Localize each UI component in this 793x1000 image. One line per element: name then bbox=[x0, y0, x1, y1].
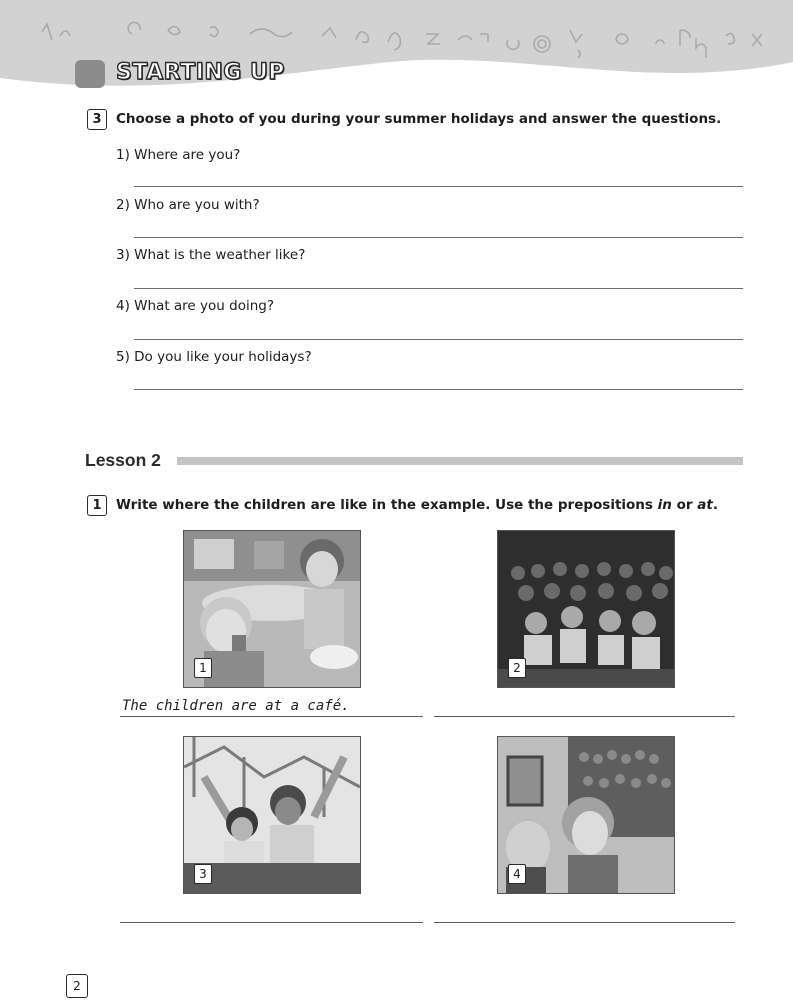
question-3: 3) What is the weather like? bbox=[116, 247, 306, 263]
exercise-3-instruction: Choose a photo of you during your summer holidays and answer the questions. bbox=[116, 111, 722, 127]
question-5: 5) Do you like your holidays? bbox=[116, 349, 312, 365]
section-tab-box bbox=[75, 60, 105, 88]
lesson-title: Lesson 2 bbox=[85, 450, 161, 470]
question-1: 1) Where are you? bbox=[116, 147, 241, 163]
answer-line-1[interactable] bbox=[134, 186, 743, 187]
photo-2-number: 2 bbox=[508, 658, 526, 678]
exercise-1-number: 1 bbox=[87, 495, 107, 516]
section-title: STARTING UP bbox=[116, 60, 285, 85]
write-line-2[interactable] bbox=[434, 716, 735, 717]
exercise-3-number: 3 bbox=[87, 109, 107, 130]
answer-line-2[interactable] bbox=[134, 237, 743, 238]
write-line-1[interactable] bbox=[120, 716, 423, 717]
preposition-in: in bbox=[657, 497, 672, 513]
question-4: 4) What are you doing? bbox=[116, 298, 274, 314]
write-line-4[interactable] bbox=[434, 922, 735, 923]
photo-4-number: 4 bbox=[508, 864, 526, 884]
answer-line-4[interactable] bbox=[134, 339, 743, 340]
instruction-text: Write where the children are like in the example. Use the prepositions bbox=[116, 497, 658, 513]
photo-3-number: 3 bbox=[194, 864, 212, 884]
instruction-end: . bbox=[712, 497, 718, 513]
answer-line-5[interactable] bbox=[134, 389, 743, 390]
instruction-or: or bbox=[671, 497, 698, 513]
question-2: 2) Who are you with? bbox=[116, 197, 260, 213]
header-band bbox=[0, 0, 793, 100]
preposition-at: at bbox=[697, 497, 713, 513]
write-line-3[interactable] bbox=[120, 922, 423, 923]
page-number: 2 bbox=[66, 974, 88, 998]
lesson-divider-bar bbox=[177, 457, 743, 465]
exercise-1-instruction bbox=[116, 497, 718, 513]
photo-1-number: 1 bbox=[194, 658, 212, 678]
answer-line-3[interactable] bbox=[134, 288, 743, 289]
example-answer: The children are at a café. bbox=[122, 698, 350, 714]
header-decoration bbox=[0, 0, 793, 100]
